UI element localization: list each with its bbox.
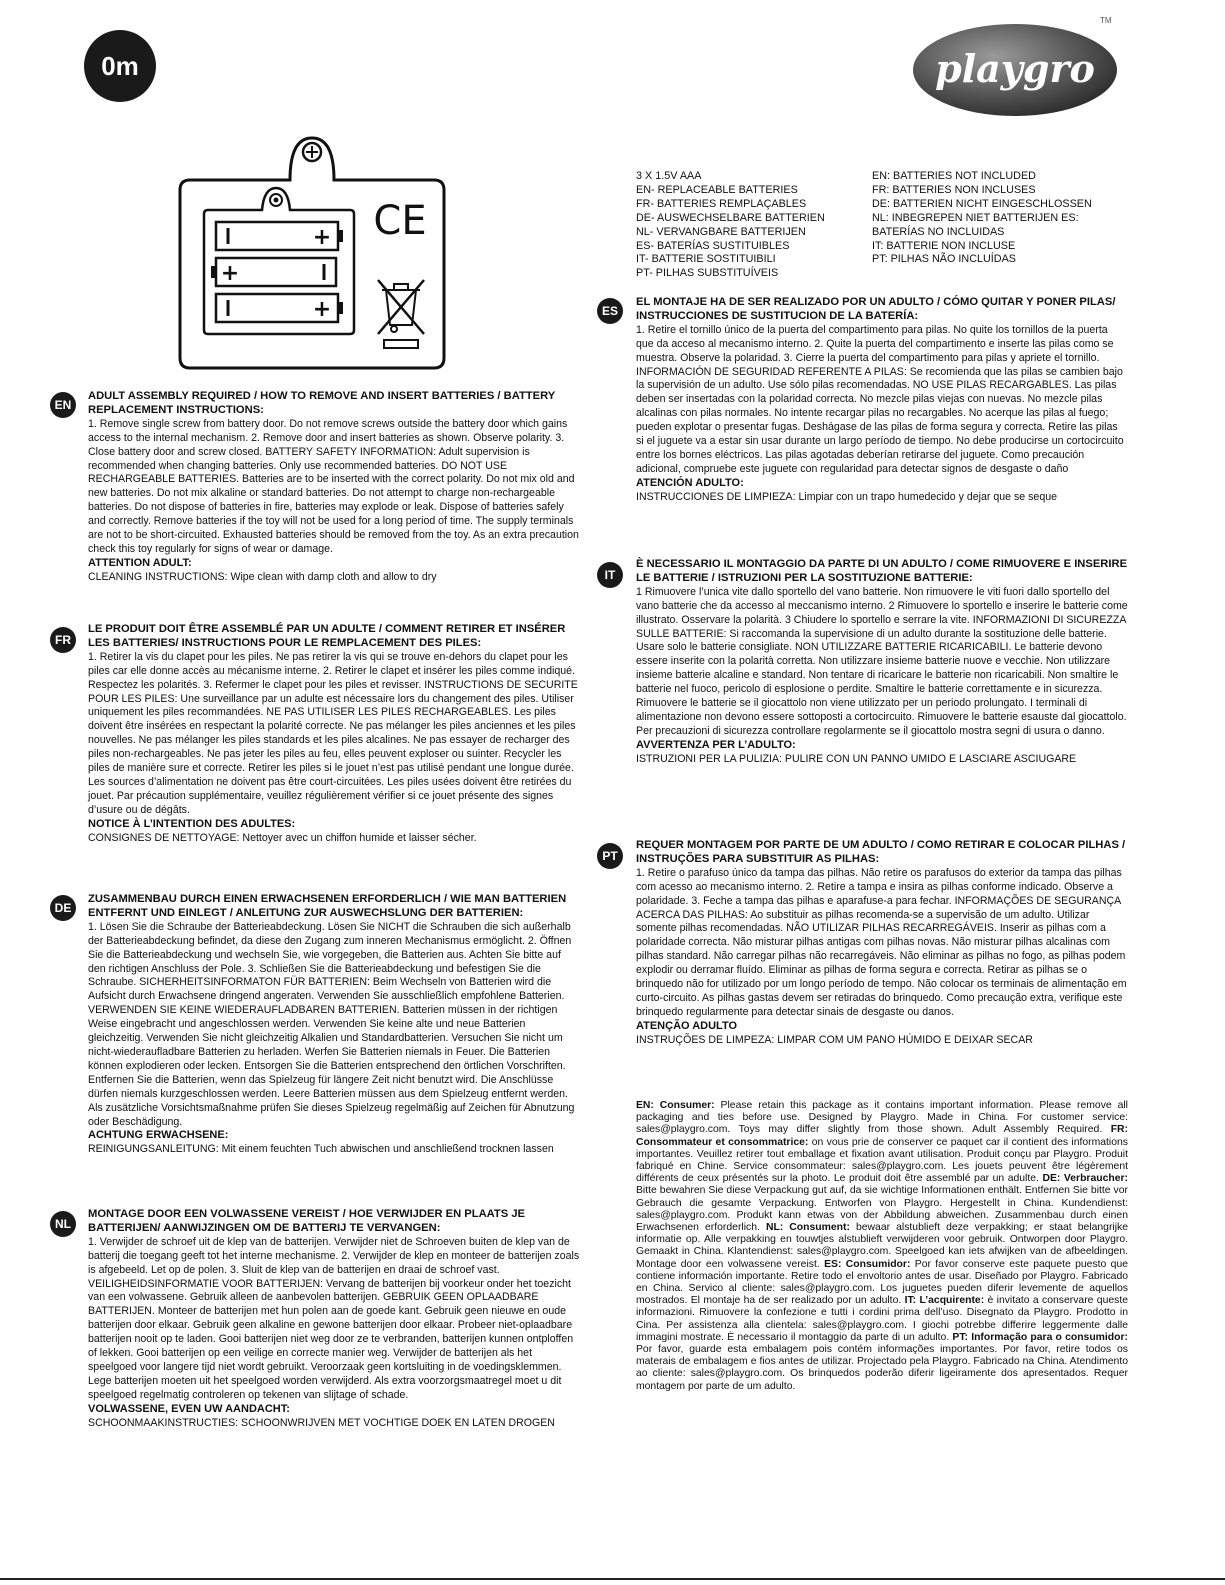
- lang-badge-fr: FR: [50, 627, 76, 653]
- battery-spec-left: 3 X 1.5V AAA EN- REPLACEABLE BATTERIES FR- BATTERIES REMPLAÇABLES DE- AUSWECHSELBARE BATTERIEN NL- VERVANGBARE BATTERIJEN ES- BATERÍAS SUSTITUIBLES IT- BATTERIE SOSTITUIBILI PT- PILHAS SUBSTITUÍVEIS: [636, 170, 825, 280]
- trademark: TM: [1100, 16, 1112, 25]
- section-en: ADULT ASSEMBLY REQUIRED / HOW TO REMOVE AND INSERT BATTERIES / BATTERY REPLACEMENT INSTRUCTIONS: 1. Remove single screw from battery door. Do not remove screws outside the battery door which gains access to the internal mechanism. 2. Remove door and insert batteries as shown. Observe polarity. 3. Close battery door and screw closed. BATTERY SAFETY INFORMATION: Adult supervision is recommended when changing batteries. Only use recommended batteries. DO NOT USE RECHARGEABLE BATTERIES. Batteries are to be inserted with the correct polarity. Do not mix old and new batteries. Do not mix alkaline or standard batteries. Do not attempt to charge non-rechargeable batteries. Do not dispose of batteries in fire, batteries may explode or leak. Dispose of batteries safely and correctly. Remove batteries if the toy will not be used for a long period of time. The supply terminals are not to be short-circuited. Exhausted batteries should be removed from the toy. As an extra precaution check this toy regularly for signs of wear or damage. ATTENTION ADULT: CLEANING INSTRUCTIONS: Wipe clean with damp cloth and allow to dry: [88, 390, 579, 583]
- lang-badge-pt: PT: [597, 843, 623, 869]
- svg-text:+: +: [220, 261, 240, 286]
- section-it: È NECESSARIO IL MONTAGGIO DA PARTE DI UN ADULTO / COME RIMUOVERE E INSERIRE LE BATTERIE / ISTRUZIONI PER LA SOSTITUZIONE BATTERIE: 1 Rimuovere l’unica vite dallo sportello del vano batterie. Non rimuovere le viti fuori dallo sportello del vano batterie che da accesso al meccanismo interno. 2 Rimuovere lo sportello e inserire le batterie come illustrato. Osservare la polarità. 3 Chiudere lo sportello e serrare la vite. INFORMAZIONI DI SICUREZZA SULLE BATTERIE: Si raccomanda la supervisione di un adulto durante la sostituzione delle batterie. Usare solo le batterie consigliate. NON UTILIZZARE BATTERIE RICARICABILI. Le batterie devono essere inserite con la polarità corretta. Non utilizzare insieme batterie nuove e vecchie. Non utilizzare insieme batterie alcaline e standard. Non tentare di ricaricare le batterie non ricaricabili. Non smaltire le batterie nel fuoco, pericolo di esplosione o perdite. Smaltire le batterie correttamente e in sicurezza. Rimuovere le batterie se il giocattolo non viene utilizzato per un periodo prolungato. I terminali di alimentazione non devono essere sottoposti a cortocircuito. Rimuovere le batterie esauste dal giocattolo. Per precauzioni di sicurezza controllare regolarmente se il giocattolo mostra segni di usura o danno. AVVERTENZA PER L’ADULTO: ISTRUZIONI PER LA PULIZIA: PULIRE CON UN PANNO UMIDO E LASCIARE ASCIUGARE: [636, 558, 1128, 765]
- battery-3-icon: [216, 294, 343, 322]
- battery-compartment-diagram: [172, 130, 462, 378]
- battery-1-icon: [216, 222, 343, 250]
- lang-badge-nl: NL: [50, 1211, 76, 1237]
- lang-badge-it: IT: [597, 562, 623, 588]
- battery-2-icon: [211, 258, 336, 286]
- section-de: ZUSAMMENBAU DURCH EINEN ERWACHSENEN ERFORDERLICH / WIE MAN BATTERIEN ENTFERNT UND EINLEGT / ANLEITUNG ZUR AUSWECHSLUNG DER BATTERIEN: 1. Lösen Sie die Schraube der Batterieabdeckung. Lösen Sie NICHT die Schrauben die sich außerhalb der Batterieabdeckung befindet, da diese den Zugang zum inneren Mechanismus ermöglicht. 2. Öffnen Sie die Batterieabdeckung und wechseln Sie, wie vorgegeben, die Batterien aus. Achten Sie bitte auf den richtigen Anschluss der Pole. 3. Schließen Sie die Batterieabdeckung und befestigen Sie die Schraube. SICHERHEITSINFORMATON FÜR BATTERIEN: Beim Wechseln von Batterien wird die Aufsicht durch Erwachsene dringend angeraten. Verwenden Sie ausschließlich empfohlene Batterien. VERWENDEN SIE KEINE WIEDERAUFLADBAREN BATTERIEN. Batterien müssen in der richtigen Weise eingebracht und angeschlossen werden. Verwenden Sie keine alte und neue Batterien gleichzeitig. Verwenden Sie nicht gleichzeitig Alkalien und Standardbatterien. Versuchen Sie nicht um nicht-wiederaufladbare Batterien zu herladen. Werfen Sie Batterien niemals in Feuer. Die Batterien können explodieren oder lecken. Entsorgen Sie die Batterien entsprechend den örtlichen Vorschriften. Entfernen Sie die Batterien, wenn das Spielzeug für längere Zeit nicht benutzt wird. Die Anschlüsse dürfen niemals kurzgeschlossen werden. Leere Batterien müssen aus dem Spielzeug entfernt werden. Als zusätzliche Vorsichtsmaßnahme prüfen Sie dieses Spielzeug regelmäßig auf Zeichen für Abnutzung oder Beschädigung. ACHTUNG ERWACHSENE: REINIGUNGSANLEITUNG: Mit einem feuchten Tuch abwischen und anschließend trocknen lassen: [88, 893, 575, 1156]
- ce-mark-icon: CE: [373, 198, 427, 244]
- lang-badge-en: EN: [50, 392, 76, 418]
- logo-text: playgro: [935, 46, 1095, 91]
- section-es: EL MONTAJE HA DE SER REALIZADO POR UN ADULTO / CÓMO QUITAR Y PONER PILAS/ INSTRUCCIONES DE SUSTITUCION DE LA BATERÍA: 1. Retire el tornillo único de la puerta del compartimento para pilas. No quite los tornillos de la puerta que da acceso al mecanismo interno. 2. Quite la puerta del compartimento e inserte las pilas como se muestra. Observe la polaridad. 3. Cierre la puerta del compartimento para pilas y apriete el tornillo. INFORMACIÓN DE SEGURIDAD REFERENTE A PILAS: Se recomienda que las pilas se cambien bajo la supervisión de un adulto. Use sólo pilas recomendadas. NO USE PILAS RECARGABLES. Las pilas deben ser insertadas con la polaridad correcta. No mezcle pilas viejas con nuevas. No mezcle pilas alcalinas con pilas normales. No intente recargar pilas no recargables. No acerque las pilas al fuego; pueden explotar o presentar fugas. Deshágase de las pilas de forma segura y correcta. Retire las pilas si el juguete va a estar sin usar durante un largo período de tiempo. No debe producirse un cortocircuito entre los bornes eléctricos. Las pilas agotadas deberían retirarse del juguete. Como precaución adicional, compruebe este juguete con regularidad para detectar signos de desgaste o daño ATENCIÓN ADULTO: INSTRUCCIONES DE LIMPIEZA: Limpiar con un trapo humedecido y dejar que se seque: [636, 296, 1124, 503]
- age-badge: 0m: [84, 30, 156, 102]
- section-nl: MONTAGE DOOR EEN VOLWASSENE VEREIST / HOE VERWIJDER EN PLAATS JE BATTERIJEN/ AANWIJZINGEN OM DE BATTERIJ TE VERVANGEN: 1. Verwijder de schroef uit de klep van de batterijen. Verwijder niet de Schroeven buiten de klep van de batterij die toegang geeft tot het interne mechanisme. 2. Verwijder de klep en monteer de batterijen zoals is afgebeeld. Let op de polen. 3. Sluit de klep van de batterijen en draai de schroef vast. VEILIGHEIDSINFORMATIE VOOR BATTERIJEN: Vervang de batterijen bij voorkeur onder het toezicht van een volwassene. Gebruik alleen de aanbevolen batterijen. GEBRUIK GEEN OPLAADBARE BATTERIJEN. Monteer de batterijen met hun polen aan de goede kant. Gebruik geen nieuwe en oude batterijen door elkaar. Gebruik geen alkaline en gewone batterijen door elkaar. Probeer niet-oplaadbare batterijen nooit op te laden. Gooi batterijen niet weg door ze te verbranden, batterijen kunnen ontploffen of lekken. Gooi batterijen op een veilige en correcte manier weg. Verwijder de batterijen als het speelgoed voor langere tijd niet wordt gebruikt. Veroorzaak geen kortsluiting in de voedingsklemmen. Lege batterijen moeten uit het speelgoed worden verwijderd. Als extra voorzorgsmaatregel moet u dit speelgoed regelmatig controleren op tekenen van slijtage of schade. VOLWASSENE, EVEN UW AANDACHT: SCHOONMAAKINSTRUCTIES: SCHOONWRIJVEN MET VOCHTIGE DOEK EN LATEN DROGEN: [88, 1208, 580, 1429]
- weee-bin-icon: [378, 280, 424, 348]
- section-pt: REQUER MONTAGEM POR PARTE DE UM ADULTO / COMO RETIRAR E COLOCAR PILHAS / INSTRUÇÕES PARA SUBSTITUIR AS PILHAS: 1. Retire o parafuso único da tampa das pilhas. Não retire os parafusos do exterior da tampa das pilhas com acesso ao mecanismo interno. 2. Retire a tampa e insira as pilhas conforme indicado. Observe a polaridade. 3. Feche a tampa das pilhas e aparafuse-a para fechar. INFORMAÇÕES DE SEGURANÇA ACERCA DAS PILHAS: Ao substituir as pilhas recomenda-se a supervisão de um adulto. Utilizar somente pilhas recomendadas. NÃO UTILIZAR PILHAS RECARREGÁVEIS. Inserir as pilhas com a polaridade correcta. Não misturar pilhas antigas com pilhas novas. Não misturar pilhas alcalinas com pilhas standard. Não carregar pilhas não recarregáveis. Não eliminar as pilhas no fogo, as pilhas podem explodir ou derramar fluído. Eliminar as pilhas de forma segura e correcta. Retirar as pilhas se o brinquedo não for utilizado por um longo período de tempo. Não colocar os terminais de alimentação em curto-circuito. As pilhas gastas devem ser retiradas do brinquedo. Como precaução extra, verifique este brinquedo regularmente para detectar sinais de desgaste ou danos. ATENÇÃO ADULTO INSTRUÇÕES DE LIMPEZA: LIMPAR COM UM PANO HÚMIDO E DEIXAR SECAR: [636, 839, 1127, 1046]
- svg-text:+: +: [312, 297, 332, 322]
- playgro-logo: [910, 18, 1120, 118]
- svg-text:+: +: [312, 225, 332, 250]
- section-fr: LE PRODUIT DOIT ÊTRE ASSEMBLÉ PAR UN ADULTE / COMMENT RETIRER ET INSÉRER LES BATTERIES/ INSTRUCTIONS POUR LE REMPLACEMENT DES PILES: 1. Retirer la vis du clapet pour les piles. Ne pas retirer la vis qui se trouve en-dehors du clapet pour les piles car elle donne accès au mécanisme interne. 2. Retirer le clapet et insérer les piles comme indiqué. Respectez les polarités. 3. Refermer le clapet pour les piles et revisser. INSTRUCTIONS DE SECURITE POUR LES PILES: Une surveillance par un adulte est nécessaire lors du changement des piles. Utiliser uniquement les piles recommandées. NE PAS UTILISER LES PILES RECHARGEABLES. Les piles doivent être insérées en respectant la polarité correcte. Ne pas mélanger les piles anciennes et les piles nouvelles. Ne pas mélanger les piles standards et les piles alcalines. Ne pas essayer de recharger des piles non-rechargeables. Ne pas jeter les piles au feu, elles peuvent exploser ou suinter. Recycler les piles de manière sure et correcte. Retirer les piles si le jouet n’est pas utilisé pendant une longue durée. Les sources d’alimentation ne doivent pas être court-circuitées. Les piles usées doivent être retirées du jouet. Par précaution supplémentaire, veuillez régulièrement vérifier si ce jouet présente des signes d’usure ou de dégâts. NOTICE À L’INTENTION DES ADULTES: CONSIGNES DE NETTOYAGE: Nettoyer avec un chiffon humide et laisser sécher.: [88, 623, 578, 844]
- consumer-information: EN: Consumer: Please retain this package as it contains important information. Please remove all packaging and ties before use. Designed by Playgro. Made in China. For customer service: sales@playgro.com. Toys may differ slightly from those shown. Adult Assembly Required. FR: Consommateur et consommatrice: on vous prie de conserver ce paquet car il contient des informations importantes. Veuillez retirer tout emballage et fixation avant utilisation. Produit conçu par Playgro. Produit fabriqué en Chine. Service consommateur: sales@playgro.com. Les jouets peuvent être légèrement différents de ceux présentés sur la photo. Le produit doit être assemblé par un adulte. DE: Verbraucher: Bitte bewahren Sie diese Verpackung gut auf, da sie wichtige Informationen enthält. Entfernen Sie bitte vor Gebrauch die gesamte Verpackung. Entworfen von Playgro. Hergestellt in China. Kundendienst: sales@playgro.com. Produkt kann etwas von der Abbildung abweichen. Zusammenbau durch einen Erwachsenen erforderlich. NL: Consument: bewaar alstublieft deze verpakking; er staat belangrijke informatie op. Alle verpakking en touwtjes alstublieft verwijderen voor gebruik. Ontworpen door Playgro. Gemaakt in China. Klantendienst: sales@playgro.com. Speelgoed kan iets afwijken van de afbeeldingen. Montage door een volwassene vereist. ES: Consumidor: Por favor conserve este paquete puesto que contiene información importante. Retire todo el envoltorio antes de usar. Diseñado por Playgro. Fabricado en China. Servico al cliente: sales@playgro.com. Los juguetes pueden diferir levemente de aquellos mostrados. El montaje ha de ser realizado por un adulto. IT: L’acquirente: è invitato a conservare queste informazioni. Rimuovere la confezione e tutti i cordini prima dell’uso. Disegnato da Playgro. Prodotto in Cina. Per assistenza alla clientela: sales@playgro.com. I giochi potrebbe differire leggermente dalle immagini mostrate. È necessario il montaggio da parte di un adulto. PT: Informação para o consumidor: Por favor, guarde esta embalagem pois contém informações importantes. Por favor, retire todos os materais de embalagem e fios antes de utilizar. Projectado pela Playgro. Fabricado na China. Atendimento ao cliente: sales@playgro.com. Os brinquedos poderão diferir ligeiramente dos apresentados. Requer montagem por parte de um adulto.: [636, 1100, 1129, 1392]
- battery-spec-right: EN: BATTERIES NOT INCLUDED FR: BATTERIES NON INCLUSES DE: BATTERIEN NICHT EINGESCHLOSSEN NL: INBEGREPEN NIET BATTERIJEN ES: BATERÍAS NO INCLUIDAS IT: BATTERIE NON INCLUSE PT: PILHAS NÃO INCLUÍDAS: [872, 170, 1092, 266]
- lang-badge-de: DE: [50, 895, 76, 921]
- bottom-divider: [0, 1578, 1225, 1580]
- lang-badge-es: ES: [597, 298, 623, 324]
